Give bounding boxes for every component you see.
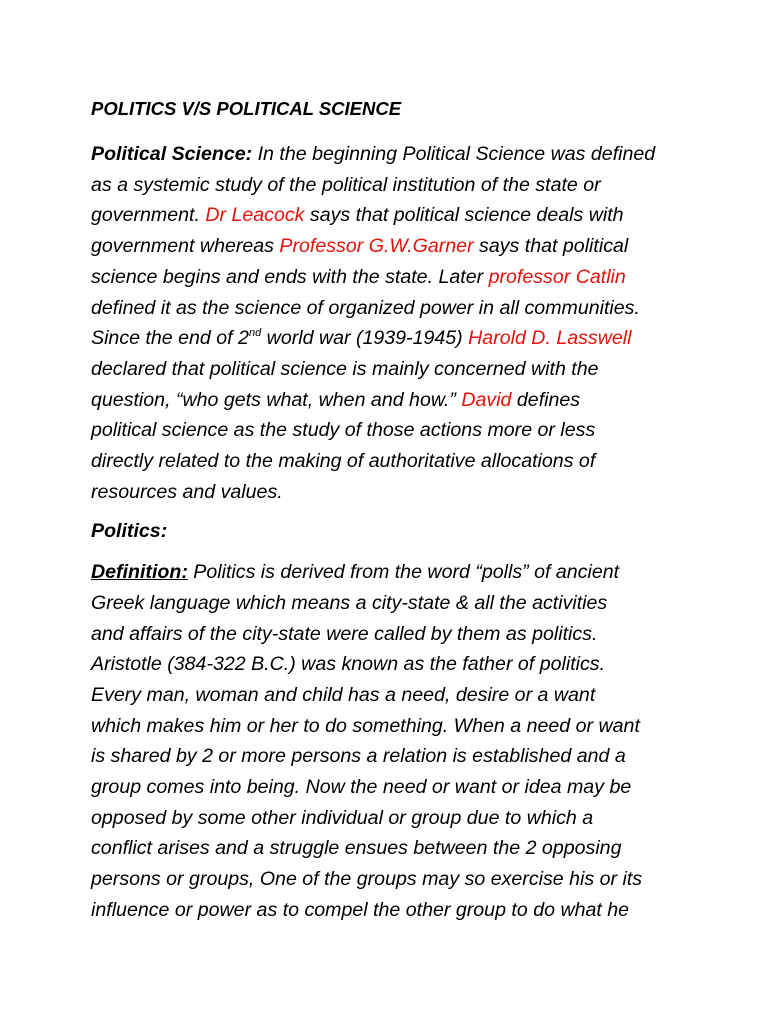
text-line: and affairs of the city-state were called by them as politics.: [91, 622, 598, 645]
text-line: opposed by some other individual or group due to which a: [91, 806, 594, 829]
text-line: political science as the study of those actions more or less: [91, 419, 596, 442]
definition-label: Definition:: [91, 561, 188, 584]
text-span: Since the end of 2: [91, 327, 249, 350]
text-line: [91, 200, 698, 231]
text-line: directly related to the making of authoritative allocations of: [91, 450, 596, 473]
name-highlight: Professor G.W.Garner: [279, 235, 474, 258]
text-span: In the beginning Political Science was defined: [252, 143, 656, 165]
text-line: [91, 557, 698, 588]
political-science-label: Political Science:: [91, 143, 253, 165]
text-span: government.: [91, 204, 206, 227]
text-line: influence or power as to compel the other group to do what he: [91, 898, 630, 921]
text-span: says that political: [473, 235, 629, 258]
text-line: declared that political science is mainly concerned with the: [91, 357, 599, 380]
text-span: says that political science deals with: [304, 204, 624, 227]
text-line: [91, 262, 698, 293]
name-highlight: David: [461, 388, 512, 411]
text-line: group comes into being. Now the need or want or idea may be: [91, 776, 632, 799]
text-line: as a systemic study of the political institution of the state or: [91, 173, 601, 196]
text-line: which makes him or her to do something. When a need or want: [91, 714, 640, 737]
text-span: question, “who gets what, when and how.”: [91, 388, 462, 411]
text-span: government whereas: [91, 235, 280, 258]
text-line: Every man, woman and child has a need, desire or a want: [91, 683, 596, 706]
text-line: is shared by 2 or more persons a relation is established and a: [91, 745, 626, 768]
text-line: resources and values.: [91, 480, 283, 503]
text-line: [91, 385, 698, 416]
text-line: persons or groups, One of the groups may so exercise his or its: [91, 868, 643, 891]
text-line: conflict arises and a struggle ensues between the 2 opposing: [91, 837, 622, 860]
text-line: Aristotle (384-322 B.C.) was known as the father of politics.: [91, 653, 606, 676]
text-line: defined it as the science of organized power in all communities.: [91, 296, 640, 319]
text-line: [91, 323, 698, 354]
text-span: defines: [511, 388, 581, 411]
text-line: [91, 139, 698, 170]
text-span: Politics is derived from the word “polls” of ancient: [187, 561, 620, 584]
political-science-paragraph: [91, 139, 698, 507]
text-line: [91, 231, 698, 262]
definition-paragraph: [91, 557, 698, 925]
name-highlight: Harold D. Lasswell: [468, 327, 632, 350]
superscript: nd: [248, 327, 262, 340]
text-line: Greek language which means a city-state & all the activities: [91, 591, 608, 614]
politics-heading: Politics:: [91, 520, 168, 543]
page-title: POLITICS V/S POLITICAL SCIENCE: [91, 98, 402, 119]
name-highlight: professor Catlin: [488, 265, 626, 288]
name-highlight: Dr Leacock: [205, 204, 305, 227]
text-span: world war (1939-1945): [261, 327, 469, 350]
text-span: science begins and ends with the state. Later: [91, 265, 489, 288]
